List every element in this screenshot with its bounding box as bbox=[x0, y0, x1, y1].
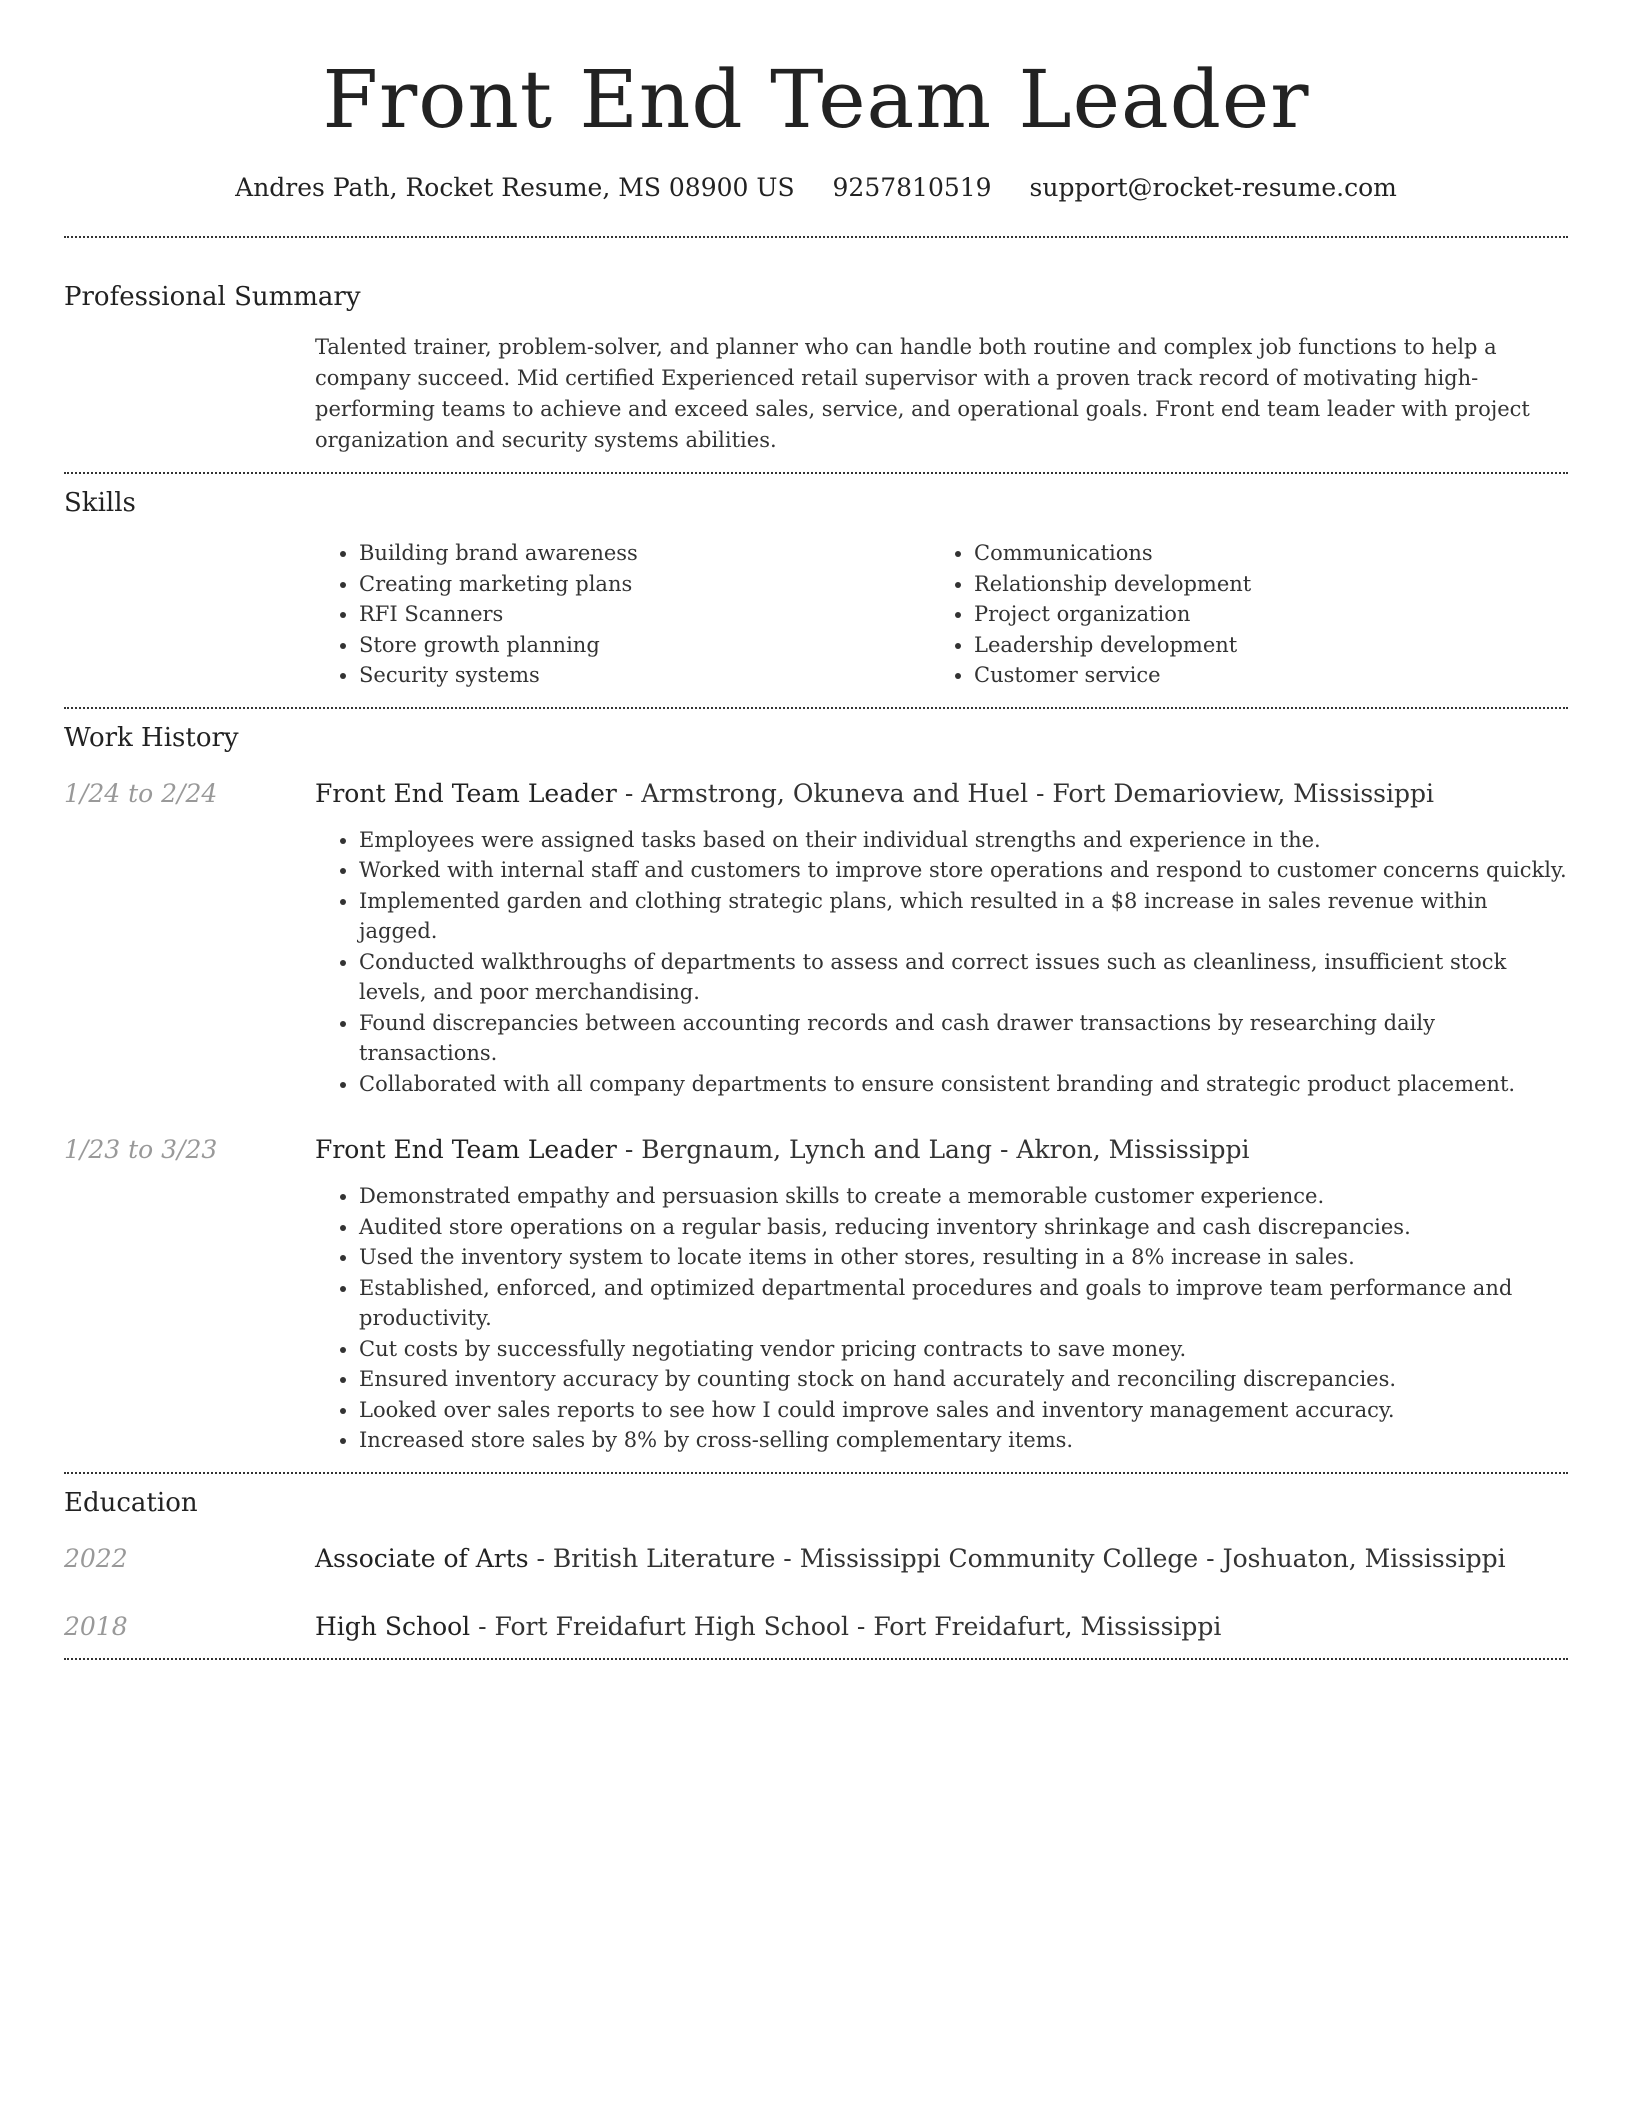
divider bbox=[64, 1658, 1568, 1660]
skills-column-left bbox=[315, 538, 930, 691]
contact-phone: 9257810519 bbox=[832, 173, 992, 202]
job-role: Front End Team Leader bbox=[315, 1135, 617, 1164]
section-title-summary: Professional Summary bbox=[64, 282, 361, 312]
skill-item: • Communications bbox=[974, 538, 1545, 569]
skill-item: • Relationship development bbox=[974, 569, 1545, 600]
job-bullet: • Established, enforced, and optimized departmental procedures and goals to improve team performance and productivity. bbox=[359, 1273, 1568, 1334]
summary-spacer bbox=[64, 314, 315, 472]
job-bullet: • Implemented garden and clothing strategic plans, which resulted in a $8 increase in sales revenue within jagged. bbox=[359, 886, 1568, 947]
skill-item: • Creating marketing plans bbox=[359, 569, 930, 600]
section-title-work-history: Work History bbox=[64, 722, 239, 753]
skill-item: • Customer service bbox=[974, 660, 1545, 691]
contact-line bbox=[64, 172, 1568, 204]
education-heading bbox=[315, 1610, 1568, 1644]
job-bullet: • Found discrepancies between accounting records and cash drawer transactions by researching daily transactions. bbox=[359, 1008, 1568, 1069]
job-bullet: • Demonstrated empathy and persuasion skills to create a memorable customer experience. bbox=[359, 1181, 1568, 1212]
contact-email: support@rocket-resume.com bbox=[1029, 173, 1397, 202]
job-bullet: • Cut costs by successfully negotiating vendor pricing contracts to save money. bbox=[359, 1334, 1568, 1365]
job-content bbox=[315, 777, 1568, 1100]
job-entry bbox=[64, 777, 1568, 1100]
job-dates: 1/24 to 2/24 bbox=[64, 778, 218, 808]
education-entry bbox=[64, 1542, 1568, 1576]
education-degree: Associate of Arts bbox=[315, 1543, 529, 1573]
skills-row bbox=[64, 520, 1568, 707]
job-bullet: • Conducted walkthroughs of departments to assess and correct issues such as cleanliness, insufficient stock levels, and poor merchandising. bbox=[359, 947, 1568, 1008]
education-heading bbox=[315, 1542, 1568, 1576]
education-school-location: - British Literature - Mississippi Community College - Joshuaton, Mississippi bbox=[528, 1543, 1506, 1573]
job-bullet: • Audited store operations on a regular basis, reducing inventory shrinkage and cash discrepancies. bbox=[359, 1212, 1568, 1243]
job-role: Front End Team Leader bbox=[315, 778, 617, 808]
job-company-location: - Bergnaum, Lynch and Lang - Akron, Mississippi bbox=[616, 1135, 1250, 1164]
job-bullets bbox=[315, 825, 1568, 1100]
summary-text: Talented trainer, problem-solver, and planner who can handle both routine and complex job functions to help a company succeed. Mid certified Experienced retail supervisor with a proven track record of motivating high-performing teams to achieve and exceed sales, service, and operational goals. Front end team leader with project organization and security systems abilities. bbox=[315, 335, 1530, 452]
job-company-location: - Armstrong, Okuneva and Huel - Fort Demarioview, Mississippi bbox=[616, 778, 1434, 808]
job-content bbox=[315, 1133, 1568, 1456]
job-bullet: • Used the inventory system to locate items in other stores, resulting in a 8% increase in sales. bbox=[359, 1242, 1568, 1273]
skill-item: • RFI Scanners bbox=[359, 599, 930, 630]
summary-row bbox=[64, 314, 1568, 472]
skills-spacer bbox=[64, 520, 315, 707]
divider bbox=[64, 1472, 1568, 1474]
job-bullet: • Ensured inventory accuracy by counting stock on hand accurately and reconciling discrepancies. bbox=[359, 1364, 1568, 1395]
skill-item: • Store growth planning bbox=[359, 630, 930, 661]
education-school-location: - Fort Freidafurt High School - Fort Freidafurt, Mississippi bbox=[470, 1611, 1222, 1641]
skills-column-right bbox=[930, 538, 1545, 691]
job-dates: 1/23 to 3/23 bbox=[64, 1135, 218, 1164]
job-bullet: • Employees were assigned tasks based on their individual strengths and experience in the. bbox=[359, 825, 1568, 856]
divider bbox=[64, 472, 1568, 474]
resume-name: Front End Team Leader bbox=[322, 53, 1310, 146]
skills-list bbox=[315, 538, 1568, 691]
skill-item: • Project organization bbox=[974, 599, 1545, 630]
skill-item: • Security systems bbox=[359, 660, 930, 691]
job-bullet: • Collaborated with all company departments to ensure consistent branding and strategic product placement. bbox=[359, 1069, 1568, 1100]
education-year: 2022 bbox=[64, 1543, 128, 1573]
job-heading bbox=[315, 777, 1568, 811]
job-bullet: • Looked over sales reports to see how I could improve sales and inventory management accuracy. bbox=[359, 1395, 1568, 1426]
divider bbox=[64, 236, 1568, 238]
contact-address: Andres Path, Rocket Resume, MS 08900 US bbox=[235, 173, 795, 202]
skill-item: • Building brand awareness bbox=[359, 538, 930, 569]
job-bullet: • Worked with internal staff and customers to improve store operations and respond to customer concerns quickly. bbox=[359, 855, 1568, 886]
job-entry bbox=[64, 1133, 1568, 1456]
job-bullets bbox=[315, 1181, 1568, 1456]
section-title-education: Education bbox=[64, 1487, 198, 1518]
skill-item: • Leadership development bbox=[974, 630, 1545, 661]
section-title-skills: Skills bbox=[64, 488, 136, 518]
education-entry bbox=[64, 1610, 1568, 1644]
summary-content bbox=[315, 314, 1568, 472]
job-heading bbox=[315, 1133, 1568, 1167]
education-year: 2018 bbox=[64, 1611, 128, 1641]
education-degree: High School bbox=[315, 1611, 471, 1641]
job-bullet: • Increased store sales by 8% by cross-selling complementary items. bbox=[359, 1425, 1568, 1456]
divider bbox=[64, 707, 1568, 709]
